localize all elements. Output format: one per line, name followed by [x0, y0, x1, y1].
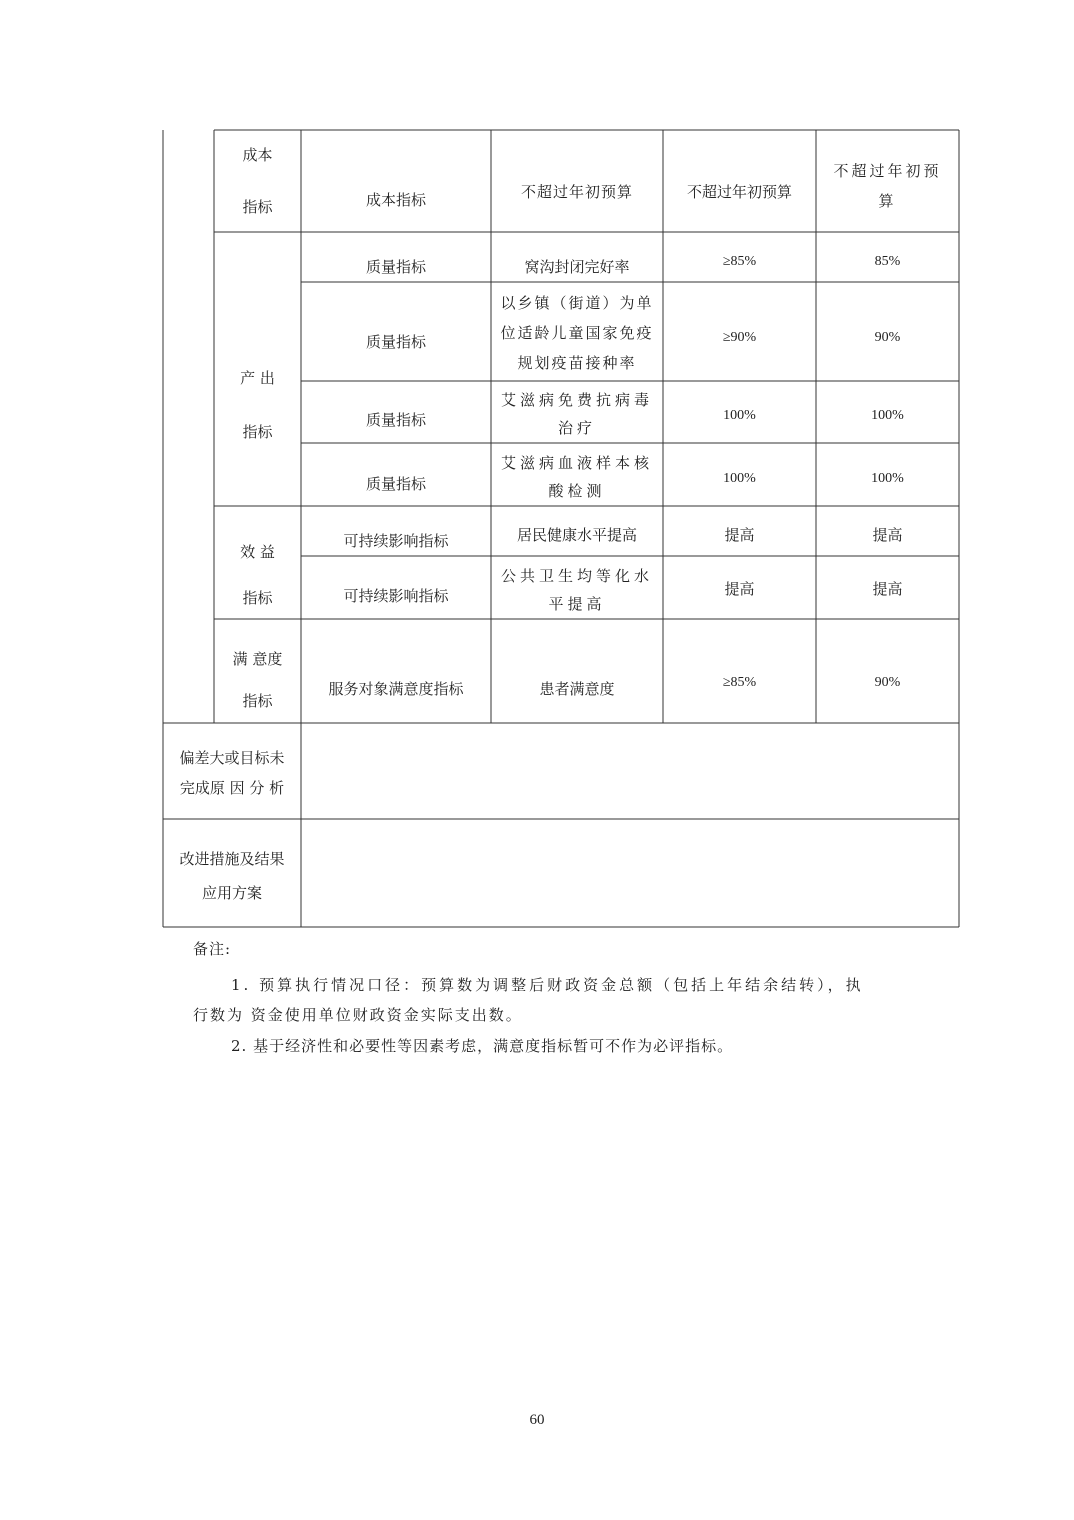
deviation-content — [301, 723, 959, 819]
output-actual-4: 100% — [871, 471, 904, 486]
benefit-indicator-1: 居民健康水平提高 — [516, 526, 637, 544]
notes-heading: 备注: — [193, 940, 232, 958]
cost-category: 成本 指标 — [242, 146, 273, 216]
note-2: 2. 基于经济性和必要性等因素考虑，满意度指标暂可不作为必评指标。 — [231, 1037, 734, 1055]
cost-subcategory: 成本指标 — [365, 191, 426, 209]
benefit-actual-1: 提高 — [872, 526, 903, 544]
output-actual-1: 85% — [874, 254, 901, 269]
output-indicator-3: 艾滋病免费抗病毒 治疗 — [500, 391, 653, 437]
output-indicator-1: 窝沟封闭完好率 — [524, 258, 630, 276]
output-subcategory-2: 质量指标 — [365, 333, 426, 351]
output-subcategory-3: 质量指标 — [365, 411, 426, 429]
benefit-subcategory-1: 可持续影响指标 — [343, 532, 449, 550]
benefit-target-2: 提高 — [724, 580, 755, 598]
page-number: 60 — [529, 1412, 545, 1428]
satisfaction-category: 满 意度 指标 — [232, 650, 283, 710]
benefit-category: 效 益 指标 — [240, 543, 275, 607]
output-category: 产 出 指标 — [240, 369, 275, 441]
satisfaction-indicator: 患者满意度 — [539, 680, 615, 698]
output-subcategory-1: 质量指标 — [365, 258, 426, 276]
satisfaction-actual: 90% — [874, 675, 901, 690]
output-target-4: 100% — [723, 471, 756, 486]
output-indicator-4: 艾滋病血液样本核 酸检测 — [500, 454, 653, 500]
cost-actual: 不超过年初预 算 — [833, 162, 942, 210]
improvement-label: 改进措施及结果 应用方案 — [179, 850, 285, 902]
note-1-line-2: 行数为 资金使用单位财政资金实际支出数。 — [193, 1006, 523, 1024]
output-actual-2: 90% — [874, 330, 901, 345]
improvement-content — [301, 819, 959, 927]
satisfaction-subcategory: 服务对象满意度指标 — [328, 680, 464, 698]
deviation-label: 偏差大或目标未 完成原 因 分 析 — [179, 749, 285, 797]
benefit-actual-2: 提高 — [872, 580, 903, 598]
output-indicator-2: 以乡镇（街道）为单 位适龄儿童国家免疫 规划疫苗接种率 — [500, 294, 654, 372]
benefit-subcategory-2: 可持续影响指标 — [343, 587, 449, 605]
cost-target: 不超过年初预算 — [686, 183, 792, 201]
satisfaction-target: ≥85% — [722, 675, 757, 690]
output-target-3: 100% — [723, 408, 756, 423]
cost-indicator: 不超过年初预算 — [520, 183, 633, 201]
output-target-1: ≥85% — [722, 254, 757, 269]
output-subcategory-4: 质量指标 — [365, 475, 426, 493]
note-1-line-1: 1. 预算执行情况口径：预算数为调整后财政资金总额（包括上年结余结转），执 — [231, 976, 864, 994]
benefit-indicator-2: 公共卫生均等化水 平提高 — [500, 567, 653, 613]
output-target-2: ≥90% — [722, 330, 757, 345]
output-actual-3: 100% — [871, 408, 904, 423]
benefit-target-1: 提高 — [724, 526, 755, 544]
